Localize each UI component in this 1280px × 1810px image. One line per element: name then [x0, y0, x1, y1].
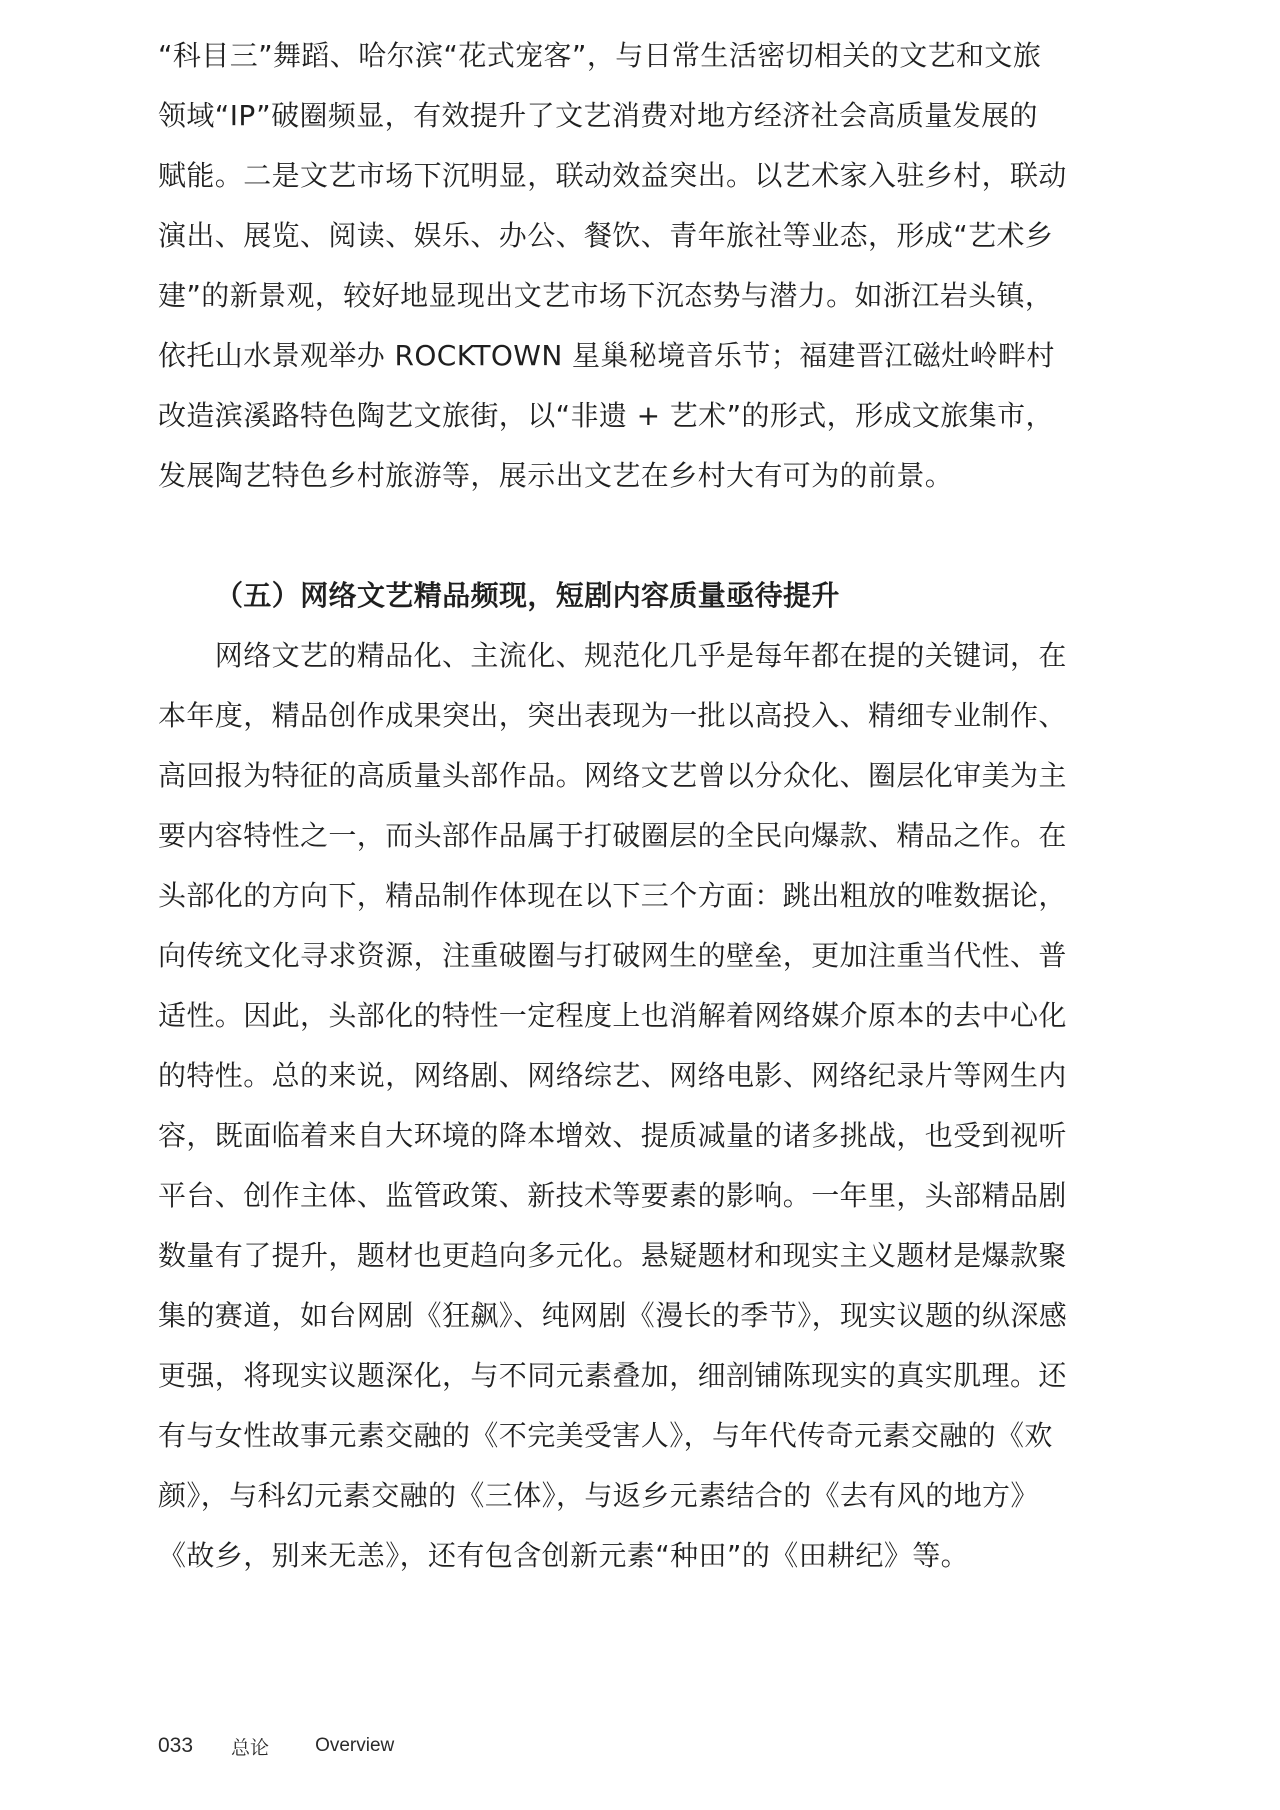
text-line: 向传统文化寻求资源，注重破圈与打破网生的壁垒，更加注重当代性、普: [158, 939, 1067, 972]
text-line: 《故乡，别来无恙》，还有包含创新元素“种田”的《田耕纪》等。: [158, 1539, 970, 1572]
text-line: 高回报为特征的高质量头部作品。网络文艺曾以分众化、圈层化审美为主: [158, 759, 1067, 792]
text-line: 集的赛道，如台网剧《狂飙》、纯网剧《漫长的季节》，现实议题的纵深感: [158, 1299, 1068, 1332]
body-paragraph-1: [158, 26, 1132, 506]
text-line: 容，既面临着来自大环境的降本增效、提质减量的诸多挑战，也受到视听: [158, 1119, 1067, 1152]
text-line: 本年度，精品创作成果突出，突出表现为一批以高投入、精细专业制作、: [158, 699, 1067, 732]
text-line: 演出、展览、阅读、娱乐、办公、餐饮、青年旅社等业态，形成“艺术乡: [158, 219, 1054, 252]
text-line: 依托山水景观举办 ROCKTOWN 星巢秘境音乐节；福建晋江磁灶岭畔村: [158, 339, 1055, 372]
text-line: 网络文艺的精品化、主流化、规范化几乎是每年都在提的关键词，在: [158, 639, 1067, 672]
chapter-title-english: Overview: [315, 1735, 395, 1756]
text-line: 有与女性故事元素交融的《不完美受害人》，与年代传奇元素交融的《欢: [158, 1419, 1053, 1452]
text-line: “科目三”舞蹈、哈尔滨“花式宠客”，与日常生活密切相关的文艺和文旅: [158, 39, 1042, 72]
text-line: 的特性。总的来说，网络剧、网络综艺、网络电影、网络纪录片等网生内: [158, 1059, 1067, 1092]
text-line: 建”的新景观，较好地显现出文艺市场下沉态势与潜力。如浙江岩头镇，: [158, 279, 1054, 312]
text-line: 改造滨溪路特色陶艺文旅街，以“非遗 + 艺术”的形式，形成文旅集市，: [158, 399, 1054, 432]
text-line: 赋能。二是文艺市场下沉明显，联动效益突出。以艺术家入驻乡村，联动: [158, 159, 1067, 192]
page-footer: [158, 1730, 394, 1762]
text-line: 更强，将现实议题深化，与不同元素叠加，细剖铺陈现实的真实肌理。还: [158, 1359, 1067, 1392]
chapter-title: 总论: [231, 1737, 270, 1759]
text-line: 颜》，与科幻元素交融的《三体》，与返乡元素结合的《去有风的地方》: [158, 1479, 1039, 1512]
text-line: 数量有了提升，题材也更趋向多元化。悬疑题材和现实主义题材是爆款聚: [158, 1239, 1067, 1272]
text-line: 平台、创作主体、监管政策、新技术等要素的影响。一年里，头部精品剧: [158, 1179, 1067, 1212]
section-heading: （五）网络文艺精品频现，短剧内容质量亟待提升: [215, 579, 840, 612]
text-line: 适性。因此，头部化的特性一定程度上也消解着网络媒介原本的去中心化: [158, 999, 1067, 1032]
page-number: 033: [158, 1734, 194, 1757]
text-line: 发展陶艺特色乡村旅游等，展示出文艺在乡村大有可为的前景。: [158, 459, 954, 492]
body-paragraph-2: [158, 626, 1132, 1586]
text-line: 要内容特性之一，而头部作品属于打破圈层的全民向爆款、精品之作。在: [158, 819, 1067, 852]
text-line: 头部化的方向下，精品制作体现在以下三个方面：跳出粗放的唯数据论，: [158, 879, 1067, 912]
text-line: 领域“IP”破圈频显，有效提升了文艺消费对地方经济社会高质量发展的: [158, 99, 1038, 132]
